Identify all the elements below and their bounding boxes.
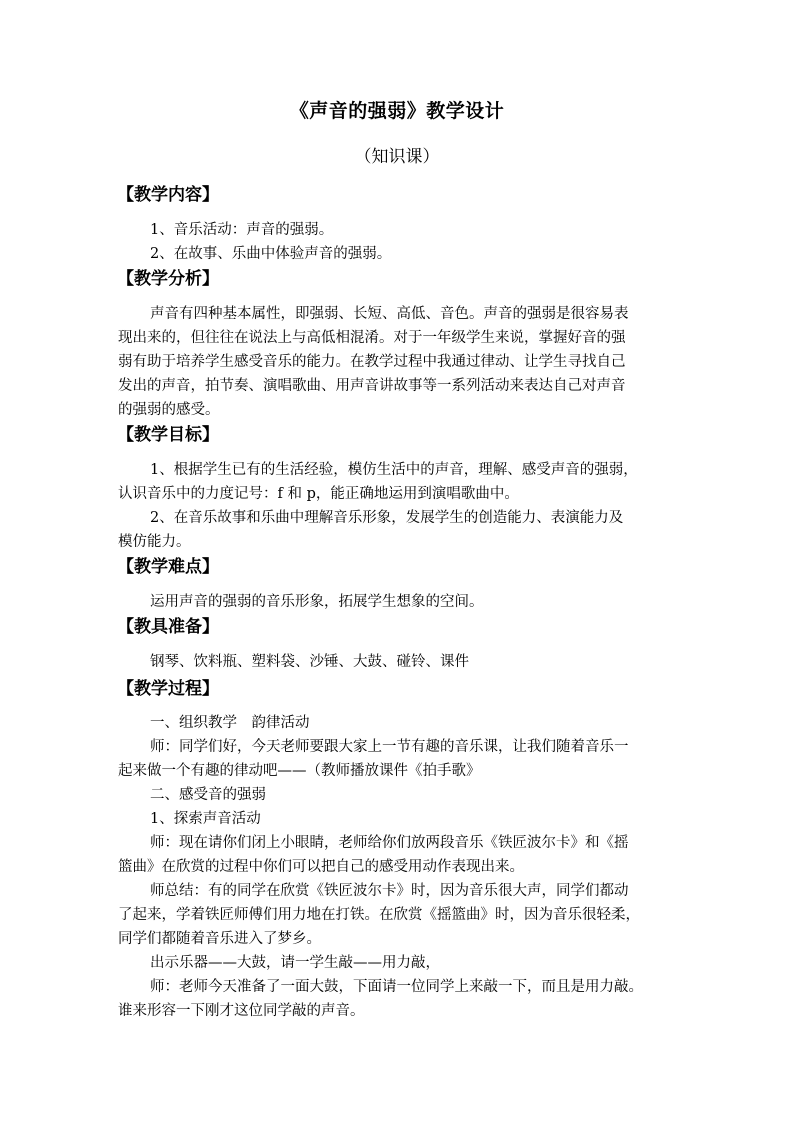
paragraph-line: 二、感受音的强弱 xyxy=(150,787,266,803)
paragraph-line: 师：现在请你们闭上小眼睛，老师给你们放两段音乐《铁匠波尔卡》和《摇 xyxy=(150,835,629,851)
section-heading-content: 【教学内容】 xyxy=(117,185,219,205)
paragraph-line: 2、在音乐故事和乐曲中理解音乐形象，发展学生的创造能力、表演能力及 xyxy=(150,510,624,526)
section-heading-goals: 【教学目标】 xyxy=(117,425,219,445)
paragraph-line: 出示乐器——大鼓，请一学生敲——用力敲， xyxy=(150,955,440,971)
paragraph-line: 的强弱的感受。 xyxy=(118,402,220,418)
section-heading-analysis: 【教学分析】 xyxy=(117,269,219,289)
paragraph-line: 篮曲》在欣赏的过程中你们可以把自己的感受用动作表现出来。 xyxy=(118,859,524,875)
paragraph-line: 谁来形容一下刚才这位同学敲的声音。 xyxy=(118,1003,365,1019)
paragraph-line: 1、探索声音活动 xyxy=(150,811,261,827)
paragraph-line: 声音有四种基本属性，即强弱、长短、高低、音色。声音的强弱是很容易表 xyxy=(150,306,629,322)
paragraph-line: 钢琴、饮料瓶、塑料袋、沙锤、大鼓、碰铃、课件 xyxy=(150,654,469,670)
paragraph-line: 认识音乐中的力度记号：f 和 p，能正确地运用到演唱歌曲中。 xyxy=(118,486,519,502)
paragraph-line: 发出的声音，拍节奏、演唱歌曲、用声音讲故事等一系列活动来表达自己对声音 xyxy=(118,378,626,394)
paragraph-line: 了起来，学着铁匠师傅们用力地在打铁。在欣赏《摇篮曲》时，因为音乐很轻柔， xyxy=(118,907,640,923)
section-heading-materials: 【教具准备】 xyxy=(117,617,219,637)
paragraph-line: 运用声音的强弱的音乐形象，拓展学生想象的空间。 xyxy=(150,594,484,610)
paragraph-line: 师总结：有的同学在欣赏《铁匠波尔卡》时，因为音乐很大声，同学们都动 xyxy=(150,883,629,899)
paragraph-line: 1、音乐活动：声音的强弱。 xyxy=(150,222,334,238)
paragraph-line: 现出来的，但往往在说法上与高低相混淆。对于一年级学生来说，掌握好音的强 xyxy=(118,330,626,346)
paragraph-line: 师：老师今天准备了一面大鼓，下面请一位同学上来敲一下，而且是用力敲。 xyxy=(150,979,643,995)
paragraph-line: 模仿能力。 xyxy=(118,534,191,550)
paragraph-line: 起来做一个有趣的律动吧——（教师播放课件《拍手歌》 xyxy=(118,763,481,779)
section-heading-difficulty: 【教学难点】 xyxy=(117,557,219,577)
paragraph-line: 同学们都随着音乐进入了梦乡。 xyxy=(118,931,321,947)
document-subtitle: （知识课） xyxy=(354,147,440,167)
document-title: 《声音的强弱》教学设计 xyxy=(289,100,505,122)
paragraph-line: 1、根据学生已有的生活经验，模仿生活中的声音，理解、感受声音的强弱， xyxy=(150,462,638,478)
paragraph-line: 2、在故事、乐曲中体验声音的强弱。 xyxy=(150,246,392,262)
section-heading-process: 【教学过程】 xyxy=(117,679,219,699)
paragraph-line: 弱有助于培养学生感受音乐的能力。在教学过程中我通过律动、让学生寻找自己 xyxy=(118,354,626,370)
paragraph-line: 一、组织教学 韵律活动 xyxy=(150,715,310,731)
paragraph-line: 师：同学们好，今天老师要跟大家上一节有趣的音乐课，让我们随着音乐一 xyxy=(150,739,629,755)
